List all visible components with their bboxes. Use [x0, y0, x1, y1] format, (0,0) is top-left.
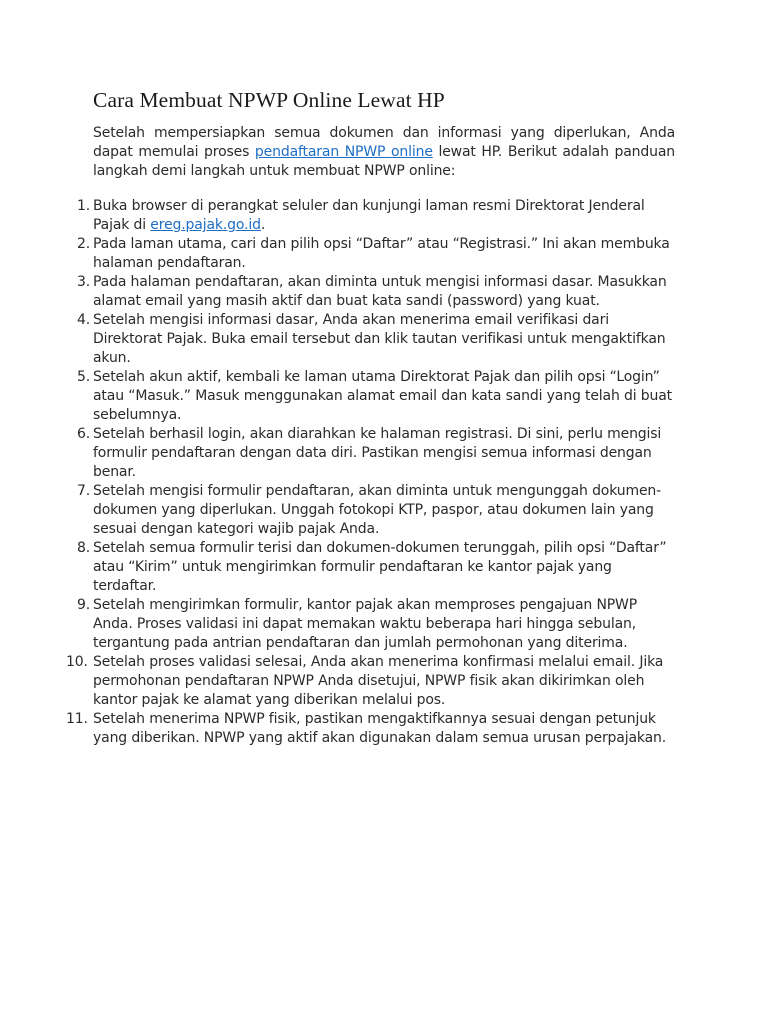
step-text-end: . [260, 217, 266, 233]
step-item [76, 539, 675, 596]
step-number: 3. [76, 274, 90, 290]
document-page [66, 86, 675, 748]
steps-list [66, 197, 675, 748]
intro-text-after: lewat HP. Berikut adalah panduan langkah demi langkah untuk membuat NPWP online: [93, 144, 675, 179]
intro-text-before: Setelah mempersiapkan semua dokumen dan informasi yang diperlukan, Anda dapat memulai proses [93, 125, 675, 160]
step-text: Buka browser di perangkat seluler dan kunjungi laman resmi Direktorat Jenderal Pajak di [93, 198, 645, 233]
step-item [76, 197, 675, 235]
step-number: 11. [66, 711, 88, 727]
step-number: 2. [76, 236, 90, 252]
step-number: 7. [76, 483, 90, 499]
step-text: Pada laman utama, cari dan pilih opsi “Daftar” atau “Registrasi.” Ini akan membuka halaman pendaftaran. [93, 236, 670, 271]
step-text: Setelah proses validasi selesai, Anda akan menerima konfirmasi melalui email. Jika permohonan pendaftaran NPWP Anda disetujui, NPWP fisik akan dikirimkan oleh kantor pajak ke alamat yang diberikan melalui pos. [93, 654, 664, 708]
step-item [66, 653, 675, 710]
step-item [76, 482, 675, 539]
step-item [76, 425, 675, 482]
step-number: 1. [76, 198, 90, 214]
registration-link[interactable]: pendaftaran NPWP online [254, 144, 433, 160]
step-text: Setelah akun aktif, kembali ke laman utama Direktorat Pajak dan pilih opsi “Login” atau “Masuk.” Masuk menggunakan alamat email dan kata sandi yang telah di buat sebelumnya. [93, 369, 672, 423]
page-title: Cara Membuat NPWP Online Lewat HP [93, 88, 445, 112]
intro-paragraph [93, 124, 675, 181]
step-text: Setelah semua formulir terisi dan dokumen-dokumen terunggah, pilih opsi “Daftar” atau “Kirim” untuk mengirimkan formulir pendaftaran ke kantor pajak yang terdaftar. [93, 540, 667, 594]
step-item [76, 235, 675, 273]
step-number: 5. [76, 369, 90, 385]
step-number: 6. [76, 426, 90, 442]
step-number: 9. [76, 597, 90, 613]
step-number: 10. [66, 654, 88, 670]
step-item [76, 596, 675, 653]
step-text: Setelah berhasil login, akan diarahkan ke halaman registrasi. Di sini, perlu mengisi formulir pendaftaran dengan data diri. Pastikan mengisi semua informasi dengan benar. [93, 426, 662, 480]
step-item [76, 273, 675, 311]
step-item [76, 311, 675, 368]
step-number: 8. [76, 540, 90, 556]
step-text: Setelah mengirimkan formulir, kantor pajak akan memproses pengajuan NPWP Anda. Proses validasi ini dapat memakan waktu beberapa hari hingga sebulan, tergantung pada antrian pendaftaran dan jumlah permohonan yang diterima. [93, 597, 638, 651]
step-text: Setelah mengisi informasi dasar, Anda akan menerima email verifikasi dari Direktorat Pajak. Buka email tersebut dan klik tautan verifikasi untuk mengaktifkan akun. [93, 312, 666, 366]
step-item [76, 368, 675, 425]
ereg-link[interactable]: ereg.pajak.go.id [150, 217, 261, 233]
step-item [66, 710, 675, 748]
step-number: 4. [76, 312, 90, 328]
step-text: Pada halaman pendaftaran, akan diminta untuk mengisi informasi dasar. Masukkan alamat email yang masih aktif dan buat kata sandi (password) yang kuat. [93, 274, 667, 309]
step-text: Setelah mengisi formulir pendaftaran, akan diminta untuk mengunggah dokumen-dokumen yang diperlukan. Unggah fotokopi KTP, paspor, atau dokumen lain yang sesuai dengan kategori wajib pajak Anda. [93, 483, 662, 537]
step-text: Setelah menerima NPWP fisik, pastikan mengaktifkannya sesuai dengan petunjuk yang diberikan. NPWP yang aktif akan digunakan dalam semua urusan perpajakan. [93, 711, 667, 746]
